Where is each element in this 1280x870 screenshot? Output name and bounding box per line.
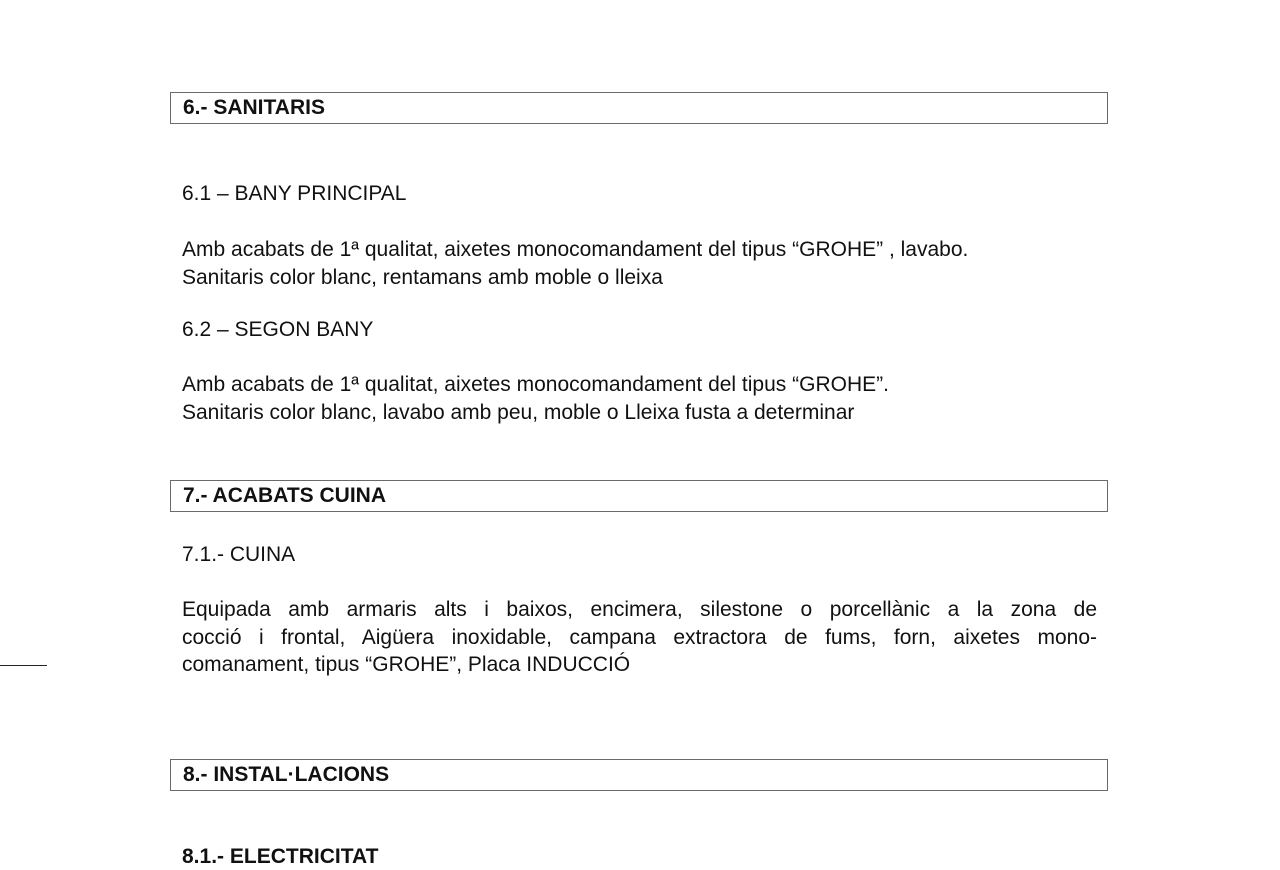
paragraph-line: comanament, tipus “GROHE”, Placa INDUCCIÓ [182,653,631,676]
section-header-acabats-cuina [170,480,1108,512]
paragraph-segon-bany [182,371,889,426]
subsection-heading-electricitat-cutoff: 8.1.- ELECTRICITAT [182,845,379,868]
section-title: 8.- INSTAL·LACIONS [183,763,390,786]
paragraph-line: cocció i frontal, Aigüera inoxidable, campana extractora de fums, forn, aixetes mono- [182,625,1097,649]
margin-rule [0,665,47,666]
subsection-heading-cuina: 7.1.- CUINA [182,543,296,566]
paragraph-line: Equipada amb armaris alts i baixos, encimera, silestone o porcellànic a la zona de [182,598,1097,621]
section-title: 7.- ACABATS CUINA [183,484,386,507]
paragraph-line: Amb acabats de 1ª qualitat, aixetes monocomandament del tipus “GROHE” , lavabo. [182,238,969,261]
paragraph-cuina [182,596,1097,679]
subsection-heading-bany-principal: 6.1 – BANY PRINCIPAL [182,182,407,205]
section-title: 6.- SANITARIS [183,96,325,119]
paragraph-line: Amb acabats de 1ª qualitat, aixetes monocomandament del tipus “GROHE”. [182,373,889,396]
paragraph-bany-principal [182,236,968,291]
subsection-heading-segon-bany: 6.2 – SEGON BANY [182,318,374,341]
section-header-instal-lacions [170,759,1108,791]
paragraph-line: Sanitaris color blanc, rentamans amb moble o lleixa [182,265,663,289]
section-header-sanitaris [170,92,1108,124]
paragraph-line: Sanitaris color blanc, lavabo amb peu, moble o Lleixa fusta a determinar [182,400,855,424]
